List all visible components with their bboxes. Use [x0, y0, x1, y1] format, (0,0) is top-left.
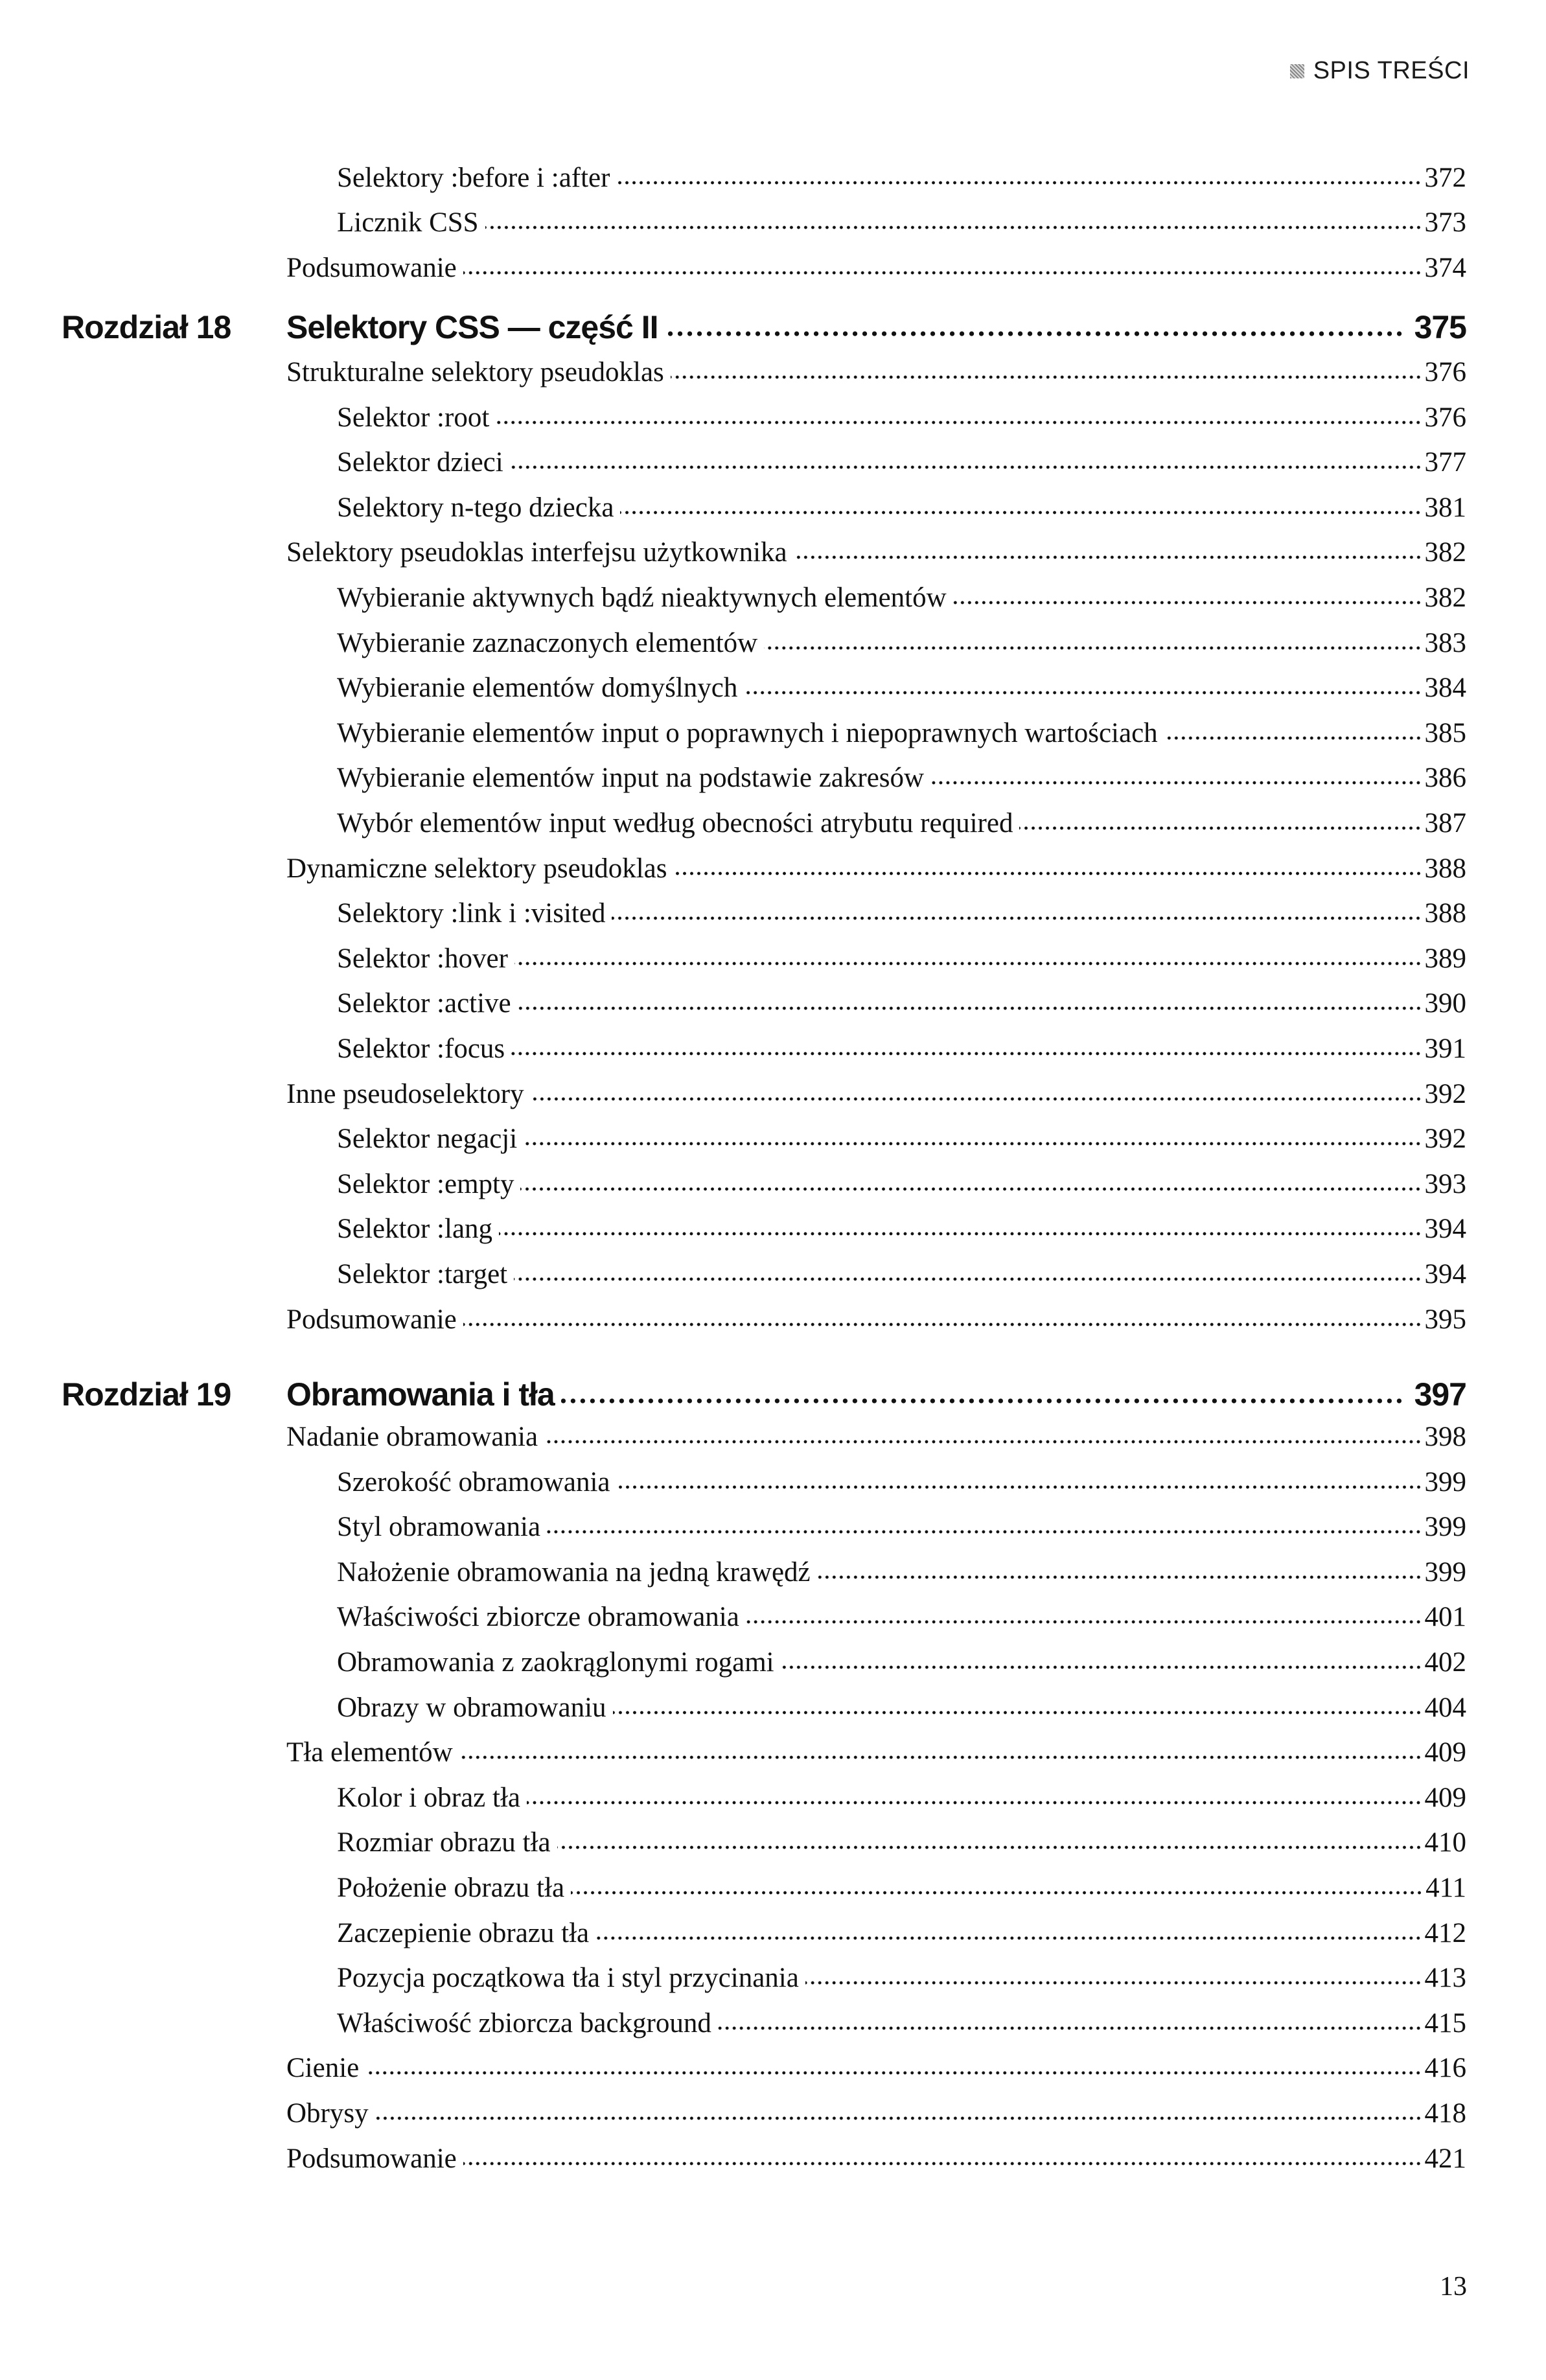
dot-leader — [744, 690, 1422, 695]
toc-entry-title: Selektor :root — [337, 402, 490, 433]
dot-leader — [499, 1231, 1422, 1236]
toc-entry-page: 390 — [1424, 988, 1466, 1019]
toc-entry-page: 388 — [1424, 853, 1466, 884]
toc-entry[interactable] — [0, 672, 1546, 717]
toc-entry-title: Właściwości zbiorcze obramowania — [337, 1602, 739, 1633]
toc-entry[interactable] — [0, 1511, 1546, 1556]
toc-entry-page: 388 — [1424, 898, 1466, 929]
dot-leader — [511, 1051, 1422, 1056]
toc-entry-page: 392 — [1424, 1124, 1466, 1155]
dot-leader — [375, 2116, 1422, 2121]
toc-entry-page: 383 — [1424, 627, 1466, 658]
toc-entry-page: 399 — [1424, 1466, 1466, 1497]
toc-entry[interactable] — [0, 717, 1546, 763]
toc-entry-page: 382 — [1424, 583, 1466, 613]
toc-entry[interactable] — [0, 807, 1546, 853]
running-header — [1290, 57, 1470, 85]
toc-entry-page: 393 — [1424, 1168, 1466, 1199]
toc-entry-title: Wybieranie zaznaczonych elementów — [337, 627, 758, 658]
toc-entry-title: Strukturalne selektory pseudoklas — [286, 357, 664, 387]
toc-entry-page: 394 — [1424, 1214, 1466, 1245]
page-number: 13 — [1440, 2272, 1467, 2302]
toc-entry[interactable] — [0, 1168, 1546, 1214]
toc-entry-title: Pozycja początkowa tła i styl przycinania — [337, 1963, 799, 1994]
toc-entry-title: Rozmiar obrazu tła — [337, 1827, 551, 1858]
toc-entry-title: Selektor :empty — [337, 1168, 514, 1199]
dot-leader — [459, 1755, 1422, 1760]
toc-entry-page: 399 — [1424, 1512, 1466, 1543]
dot-leader — [520, 1186, 1422, 1192]
dot-leader — [671, 375, 1422, 380]
toc-entry-title: Kolor i obraz tła — [337, 1782, 520, 1813]
toc-entry-title: Selektor :hover — [337, 943, 508, 974]
toc-entry[interactable] — [0, 2143, 1546, 2188]
toc-entry-page: 398 — [1424, 1422, 1466, 1452]
chapter-heading[interactable] — [0, 1376, 1546, 1421]
toc-entry[interactable] — [0, 897, 1546, 943]
toc-entry-page: 404 — [1424, 1692, 1466, 1723]
dot-leader — [547, 1529, 1422, 1534]
chapter-title: Selektory CSS — część II — [286, 309, 658, 345]
toc-entry-page: 409 — [1424, 1737, 1466, 1768]
dot-leader — [781, 1665, 1422, 1670]
dot-leader — [794, 555, 1422, 560]
toc-entry[interactable] — [0, 1033, 1546, 1078]
toc-entry-page: 410 — [1424, 1827, 1466, 1858]
toc-entry-title: Obrazy w obramowaniu — [337, 1692, 606, 1723]
toc-entry[interactable] — [0, 537, 1546, 582]
toc-entry[interactable] — [0, 1601, 1546, 1646]
dot-leader — [674, 871, 1422, 876]
toc-entry-page: 376 — [1424, 402, 1466, 433]
toc-entry-title: Inne pseudoselektory — [286, 1078, 524, 1109]
toc-entry-title: Nałożenie obramowania na jedną krawędź — [337, 1556, 811, 1588]
toc-entry-title: Szerokość obramowania — [337, 1466, 610, 1497]
toc-entry[interactable] — [0, 2007, 1546, 2053]
toc-entry-page: 372 — [1424, 163, 1466, 193]
toc-entry-title: Wybieranie elementów input o poprawnych i niepoprawnych wartościach — [337, 717, 1158, 748]
toc-entry-title: Selektor negacji — [337, 1124, 518, 1155]
toc-entry-title: Podsumowanie — [286, 2143, 457, 2174]
toc-entry-page: 373 — [1424, 207, 1466, 238]
chapter-page: 397 — [1414, 1376, 1466, 1413]
toc-entry-title: Selektor :target — [337, 1259, 508, 1289]
dot-leader — [514, 961, 1422, 966]
toc-entry[interactable] — [0, 627, 1546, 673]
dot-leader — [571, 1890, 1423, 1895]
toc-entry-page: 377 — [1424, 447, 1466, 478]
toc-entry[interactable] — [0, 2097, 1546, 2143]
dot-leader — [510, 465, 1422, 470]
dot-leader — [665, 330, 1404, 337]
toc-entry-page: 384 — [1424, 673, 1466, 704]
toc-entry-page: 409 — [1424, 1782, 1466, 1813]
chapter-heading[interactable] — [0, 308, 1546, 354]
toc-entry[interactable] — [0, 582, 1546, 627]
toc-entry-page: 381 — [1424, 492, 1466, 523]
dot-leader — [485, 225, 1422, 230]
dot-leader — [1019, 826, 1422, 831]
toc-entry[interactable] — [0, 1872, 1546, 1917]
toc-entry-title: Tła elementów — [286, 1737, 453, 1768]
toc-entry-title: Wybieranie elementów input na podstawie zakresów — [337, 763, 925, 794]
toc-entry[interactable] — [0, 1962, 1546, 2007]
chapter-label: Rozdział 19 — [62, 1376, 231, 1413]
dot-leader — [524, 1141, 1422, 1146]
toc-entry-page: 387 — [1424, 808, 1466, 838]
toc-entry-page: 395 — [1424, 1304, 1466, 1335]
toc-entry[interactable] — [0, 356, 1546, 402]
dot-leader — [557, 1845, 1422, 1850]
toc-entry-page: 391 — [1424, 1034, 1466, 1064]
dot-leader — [595, 1935, 1422, 1941]
toc-entry-page: 392 — [1424, 1078, 1466, 1109]
dot-leader — [953, 600, 1422, 605]
toc-entry-page: 389 — [1424, 943, 1466, 974]
toc-entry[interactable] — [0, 1213, 1546, 1258]
toc-entry-page: 411 — [1425, 1873, 1466, 1903]
toc-entry[interactable] — [0, 1078, 1546, 1124]
toc-entry[interactable] — [0, 1466, 1546, 1512]
dot-leader — [527, 1800, 1422, 1805]
dot-leader — [718, 2026, 1422, 2031]
toc-entry-title: Selektory n-tego dziecka — [337, 492, 614, 523]
toc-entry[interactable] — [0, 2052, 1546, 2097]
toc-entry-page: 401 — [1424, 1602, 1466, 1633]
toc-entry-page: 394 — [1424, 1259, 1466, 1289]
toc-entry-page: 402 — [1424, 1647, 1466, 1678]
toc-entry-title: Selektor :lang — [337, 1214, 493, 1245]
toc-entry-page: 416 — [1424, 2053, 1466, 2084]
toc-entry-page: 415 — [1424, 2007, 1466, 2039]
dot-leader — [463, 270, 1422, 275]
toc-entry-page: 412 — [1424, 1917, 1466, 1948]
dot-leader — [764, 645, 1422, 651]
toc-entry-title: Obrysy — [286, 2098, 369, 2129]
toc-entry[interactable] — [0, 162, 1546, 207]
toc-entry-title: Selektory pseudoklas interfejsu użytkownika — [286, 537, 787, 568]
toc-entry[interactable] — [0, 492, 1546, 537]
toc-entry-page: 385 — [1424, 717, 1466, 748]
toc-entry[interactable] — [0, 1258, 1546, 1304]
toc-entry[interactable] — [0, 207, 1546, 252]
chapter-page: 375 — [1414, 309, 1466, 345]
dot-leader — [463, 2161, 1422, 2166]
toc-entry-title: Wybieranie aktywnych bądź nieaktywnych elementów — [337, 583, 947, 613]
dot-leader — [518, 1006, 1422, 1011]
dot-leader — [620, 510, 1422, 515]
toc-entry-title: Selektory :before i :after — [337, 163, 610, 193]
toc-entry[interactable] — [0, 446, 1546, 492]
dot-leader — [514, 1277, 1422, 1282]
toc-entry[interactable] — [0, 1304, 1546, 1349]
toc-entry-title: Nadanie obramowania — [286, 1422, 538, 1452]
toc-entry[interactable] — [0, 1421, 1546, 1466]
toc-entry-page: 386 — [1424, 763, 1466, 794]
dot-leader — [561, 1398, 1404, 1404]
dot-leader — [531, 1096, 1422, 1102]
toc-entry-page: 413 — [1424, 1963, 1466, 1994]
dot-leader — [617, 1485, 1422, 1490]
toc-entry-page: 418 — [1424, 2098, 1466, 2129]
dot-leader — [930, 780, 1422, 785]
toc-entry[interactable] — [0, 988, 1546, 1033]
chapter-label: Rozdział 18 — [62, 309, 231, 345]
toc-entry[interactable] — [0, 252, 1546, 297]
dot-leader — [612, 916, 1422, 921]
toc-entry-title: Cienie — [286, 2053, 360, 2084]
toc-entry-title: Zaczepienie obrazu tła — [337, 1917, 590, 1948]
toc-entry-title: Selektory :link i :visited — [337, 898, 606, 929]
toc-entry-title: Wybieranie elementów domyślnych — [337, 673, 738, 704]
dot-leader — [496, 420, 1422, 425]
toc-entry[interactable] — [0, 943, 1546, 988]
dot-leader — [746, 1619, 1422, 1624]
dot-leader — [817, 1575, 1422, 1580]
toc-entry-page: 382 — [1424, 537, 1466, 568]
dot-leader — [613, 1710, 1422, 1715]
toc-entry[interactable] — [0, 1782, 1546, 1827]
toc-entry[interactable] — [0, 1556, 1546, 1602]
toc-entry-title: Licznik CSS — [337, 207, 479, 238]
dot-leader — [616, 180, 1422, 185]
toc-entry-title: Dynamiczne selektory pseudoklas — [286, 853, 667, 884]
toc-entry-page: 421 — [1424, 2143, 1466, 2174]
toc-entry-title: Styl obramowania — [337, 1512, 541, 1543]
toc-entry[interactable] — [0, 1646, 1546, 1692]
dot-leader — [805, 1980, 1422, 1985]
toc-entry[interactable] — [0, 762, 1546, 807]
toc-entry-title: Selektor :focus — [337, 1034, 505, 1064]
toc-entry[interactable] — [0, 1737, 1546, 1782]
dot-leader — [1164, 735, 1422, 741]
toc-entry-page: 376 — [1424, 357, 1466, 387]
toc-entry-page: 399 — [1424, 1556, 1466, 1588]
toc-entry[interactable] — [0, 1917, 1546, 1963]
toc-entry-page: 374 — [1424, 253, 1466, 283]
toc-entry-title: Wybór elementów input według obecności atrybutu required — [337, 808, 1013, 838]
toc-entry[interactable] — [0, 1827, 1546, 1872]
toc-entry[interactable] — [0, 402, 1546, 447]
toc-entry-title: Selektor dzieci — [337, 447, 503, 478]
toc-entry-title: Podsumowanie — [286, 1304, 457, 1335]
gray-square-icon — [1290, 64, 1304, 78]
header-title: SPIS TREŚCI — [1313, 57, 1470, 84]
dot-leader — [544, 1439, 1422, 1444]
dot-leader — [365, 2070, 1422, 2075]
chapter-title: Obramowania i tła — [286, 1376, 555, 1413]
toc-entry[interactable] — [0, 1692, 1546, 1737]
toc-entry-title: Selektor :active — [337, 988, 511, 1019]
toc-entry-title: Obramowania z zaokrąglonymi rogami — [337, 1647, 774, 1678]
toc-entry[interactable] — [0, 1123, 1546, 1168]
toc-entry-title: Właściwość zbiorcza background — [337, 2007, 711, 2039]
toc-entry-title: Położenie obrazu tła — [337, 1873, 565, 1903]
toc-entry[interactable] — [0, 853, 1546, 898]
dot-leader — [463, 1322, 1422, 1327]
toc-entry-title: Podsumowanie — [286, 253, 457, 283]
